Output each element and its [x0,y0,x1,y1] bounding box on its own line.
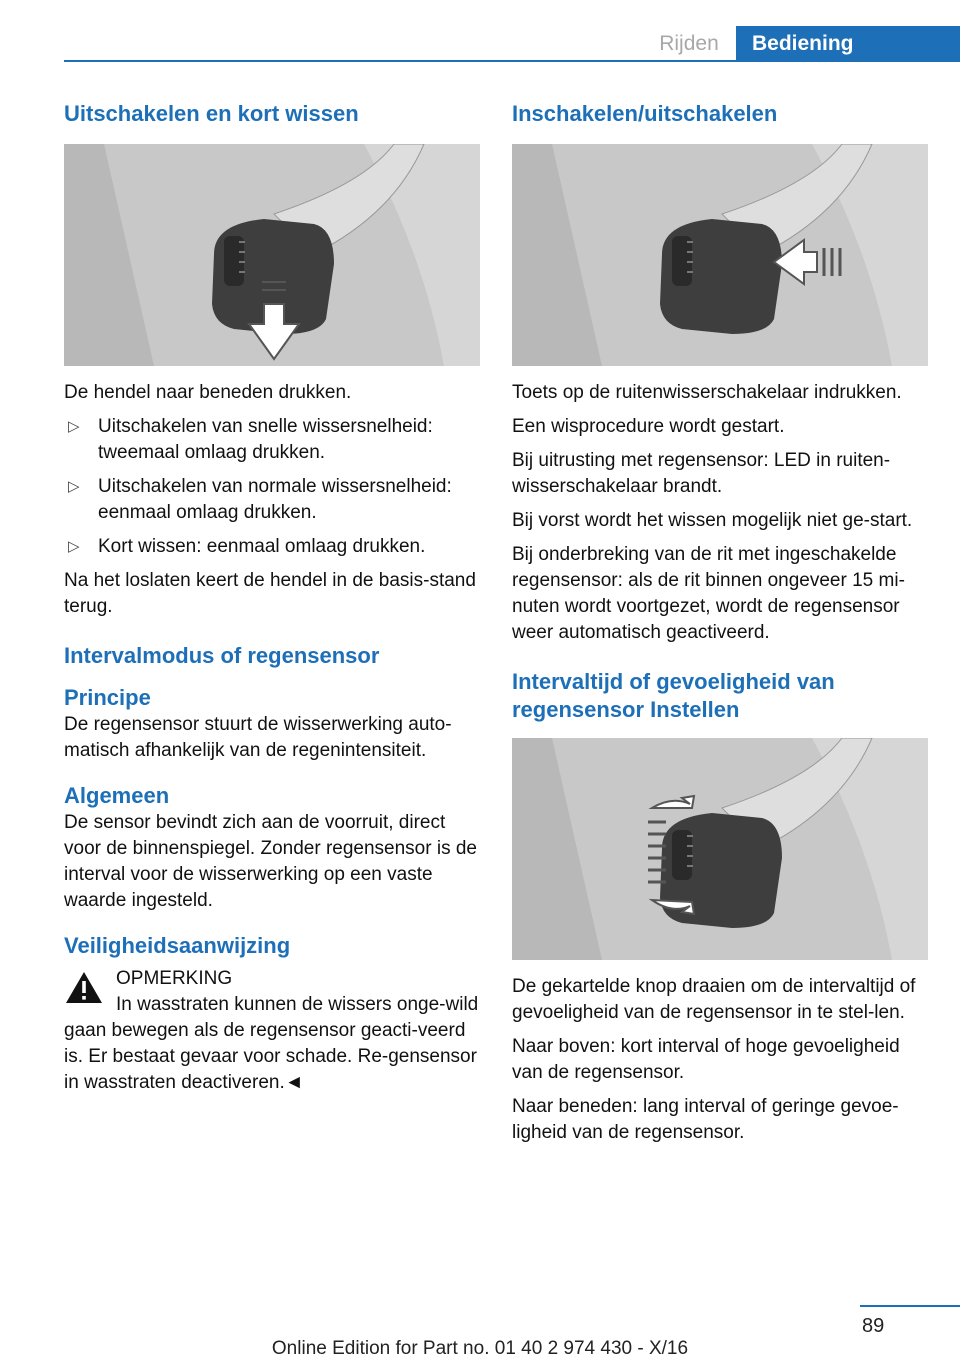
interval-paragraph: Naar beneden: lang interval of geringe gevoe-ligheid van de regensensor. [512,1096,899,1143]
footer-rule [860,1305,960,1307]
on-off-paragraph: Bij vorst wordt het wissen mogelijk niet ge-start. [512,510,913,531]
principle-text: De regensensor stuurt de wisserwerking auto-matisch afhankelijk van de regenintensiteit. [64,714,452,761]
page-number: 89 [862,1315,885,1337]
left-column [64,100,482,1104]
right-column [512,100,930,1154]
notice-label: OPMERKING [116,968,233,989]
section-title-interval-setting: Intervaltijd of gevoeligheid van regensensor Instellen [512,669,835,722]
on-off-paragraph: Bij uitrusting met regensensor: LED in ruiten-wisserschakelaar brandt. [512,450,891,497]
on-off-paragraph: Een wisprocedure wordt gestart. [512,416,785,437]
subtitle-general: Algemeen [64,783,170,808]
section-title-on-off: Inschakelen/uitschakelen [512,101,778,126]
warning-triangle-icon [64,970,104,1006]
general-text: De sensor bevindt zich aan de voorruit, direct voor de binnenspiegel. Zonder regensensor is de interval voor de wisserwerking op een vaste waarde ingesteld. [64,812,477,911]
figure-lever-down [64,144,480,366]
notice-block [64,966,482,992]
figure-button-press [512,144,928,366]
wiper-off-outro: Na het loslaten keert de hendel in de basis-stand terug. [64,570,476,617]
header-section-tab: Rijden [659,32,719,55]
interval-paragraph: De gekartelde knop draaien om de intervaltijd of gevoeligheid van de regensensor in te stel-len. [512,976,916,1023]
list-item: ▷ Uitschakelen van normale wissersnelheid: eenmaal omlaag drukken. [68,476,452,523]
footer-edition: Online Edition for Part no. 01 40 2 974 430 - X/16 [271,1338,689,1359]
figure-knurled-knob [512,738,928,960]
wiper-off-intro: De hendel naar beneden drukken. [64,382,352,403]
list-item: ▷ Kort wissen: eenmaal omlaag drukken. [64,534,482,560]
subtitle-safety: Veiligheidsaanwijzing [64,933,291,958]
section-title-wiper-off: Uitschakelen en kort wissen [64,101,359,126]
on-off-paragraph: Toets op de ruitenwisserschakelaar indrukken. [512,382,902,403]
triangle-right-icon: ▷ [68,478,80,495]
triangle-right-icon: ▷ [68,418,80,435]
subtitle-principle: Principe [64,685,151,710]
interval-paragraph: Naar boven: kort interval of hoge gevoeligheid van de regensensor. [512,1036,900,1083]
notice-text: In wasstraten kunnen de wissers onge-wild gaan bewegen als de regensensor geacti-veerd is. Er bestaat gevaar voor schade. Re-gensensor in wasstraten deactiveren.◄ [64,994,479,1093]
on-off-paragraph: Bij onderbreking van de rit met ingeschakelde regensensor: als de rit binnen ongeveer 15 mi-nuten wordt voortgezet, wordt de regensensor weer automatisch geactiveerd. [512,544,905,643]
header-chapter-tab: Bediening [736,26,960,62]
list-item: ▷ Uitschakelen van snelle wissersnelheid: tweemaal omlaag drukken. [68,416,433,463]
section-title-interval-mode: Intervalmodus of regensensor [64,643,380,668]
triangle-right-icon: ▷ [68,538,80,555]
header-rule [64,60,960,62]
wiper-off-list [64,414,482,560]
